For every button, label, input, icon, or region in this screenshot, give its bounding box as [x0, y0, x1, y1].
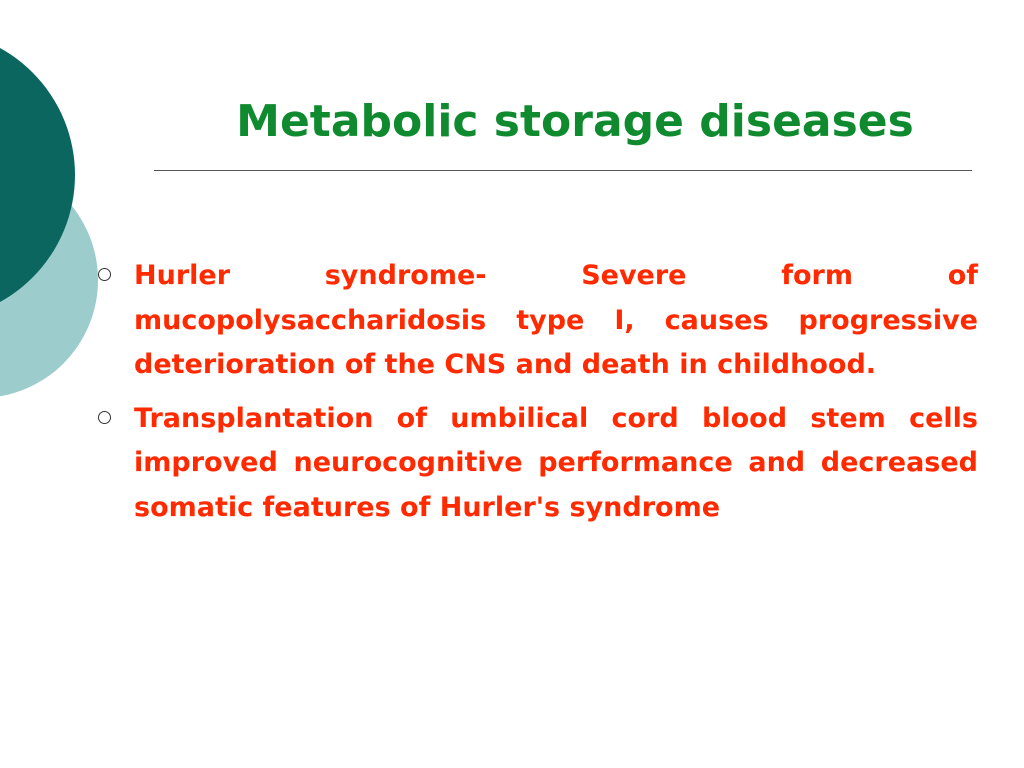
bullet-text: Hurler syndrome- Severe form of mucopolysaccharidosis type I, causes progressive deterioration of the CNS and death in childhood. — [134, 260, 978, 380]
hollow-circle-bullet-icon — [98, 268, 111, 281]
decorative-circles — [0, 0, 120, 420]
bullet-item — [134, 254, 978, 388]
hollow-circle-bullet-icon — [98, 411, 111, 424]
title-divider — [154, 170, 972, 171]
slide-title: Metabolic storage diseases — [236, 96, 914, 147]
bullet-list — [134, 254, 978, 539]
bullet-text: Transplantation of umbilical cord blood stem cells improved neurocognitive performance and decreased somatic features of Hurler's syndrome — [134, 402, 978, 523]
bullet-item — [134, 397, 978, 531]
